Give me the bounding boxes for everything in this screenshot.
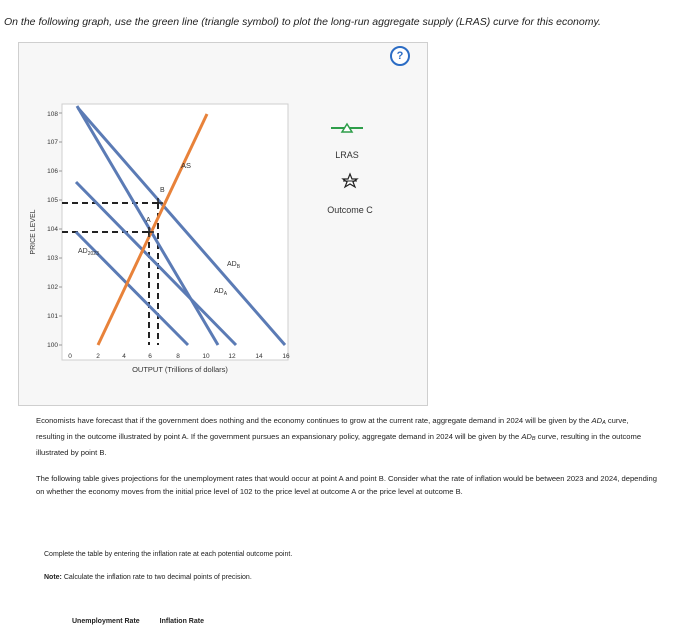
y-tick-label: 105	[47, 197, 58, 204]
point-b-label: B	[160, 187, 165, 194]
y-tick-label: 107	[47, 139, 58, 146]
x-tick-label: 4	[122, 353, 126, 360]
y-tick-label: 106	[47, 168, 58, 175]
ad-2023-label: $AD_{2023}$	[78, 248, 99, 257]
paragraph-table-intro: The following table gives projections for the unemployment rates that would occur at point A and point B. Consider what the rate of inflation would be between 2023 and 2024, depending on whether the economy moves from the initial price level of 102 to the price level at outcome A or the price level at outcome B.	[36, 474, 657, 496]
y-tick-label: 103	[47, 255, 58, 262]
x-tick-label: 2	[96, 353, 100, 360]
y-tick-label: 108	[47, 111, 58, 118]
x-tick-label: 12	[228, 353, 236, 360]
x-axis-title: OUTPUT (Trillions of dollars)	[132, 365, 228, 374]
y-tick-label: 101	[47, 313, 58, 320]
as-label: AS	[181, 161, 192, 170]
y-axis-title: PRICE LEVEL	[30, 209, 37, 255]
lras-tool[interactable]	[331, 124, 363, 132]
point-a-label: A	[146, 217, 151, 224]
x-tick-label: 14	[255, 353, 263, 360]
note-text: Note: Calculate the inflation rate to two decimal points of precision.	[44, 574, 252, 581]
help-button[interactable]: ?	[390, 46, 410, 66]
x-tick-label: 8	[176, 353, 180, 360]
x-tick-label: 0	[68, 353, 72, 360]
outcome-c-label: Outcome C	[327, 205, 373, 215]
ad-b-label: $AD_B$	[227, 261, 241, 270]
paragraph-forecast: Economists have forecast that if the government does nothing and the economy continues to grow at the current rate, aggregate demand in 2024 will be given by the ADA curve, resulting in the outcome illustrated by point A. If the government pursues an expansionary policy, aggregate demand in 2024 will be given by the ADB curve, resulting in the outcome illustrated by point B.	[36, 416, 642, 457]
table-header	[72, 618, 222, 625]
y-tick-label: 104	[47, 226, 58, 233]
x-tick-label: 16	[282, 353, 290, 360]
question-text: On the following graph, use the green line (triangle symbol) to plot the long-run aggregate supply (LRAS) curve for this economy.	[4, 16, 601, 28]
column-header-unemployment: Unemployment Rate	[72, 618, 140, 625]
x-tick-label: 6	[148, 353, 152, 360]
y-tick-label: 100	[47, 342, 58, 349]
ad-a-label: $AD_A$	[214, 288, 228, 297]
outcome-c-tool[interactable]	[343, 174, 357, 187]
column-header-inflation: Inflation Rate	[159, 618, 204, 625]
x-tick-label: 10	[202, 353, 210, 360]
aggregate-supply-graph[interactable]	[18, 42, 426, 404]
instruction-text: Complete the table by entering the inflation rate at each potential outcome point.	[44, 551, 293, 558]
lras-tool-label: LRAS	[335, 150, 359, 160]
y-tick-label: 102	[47, 284, 58, 291]
